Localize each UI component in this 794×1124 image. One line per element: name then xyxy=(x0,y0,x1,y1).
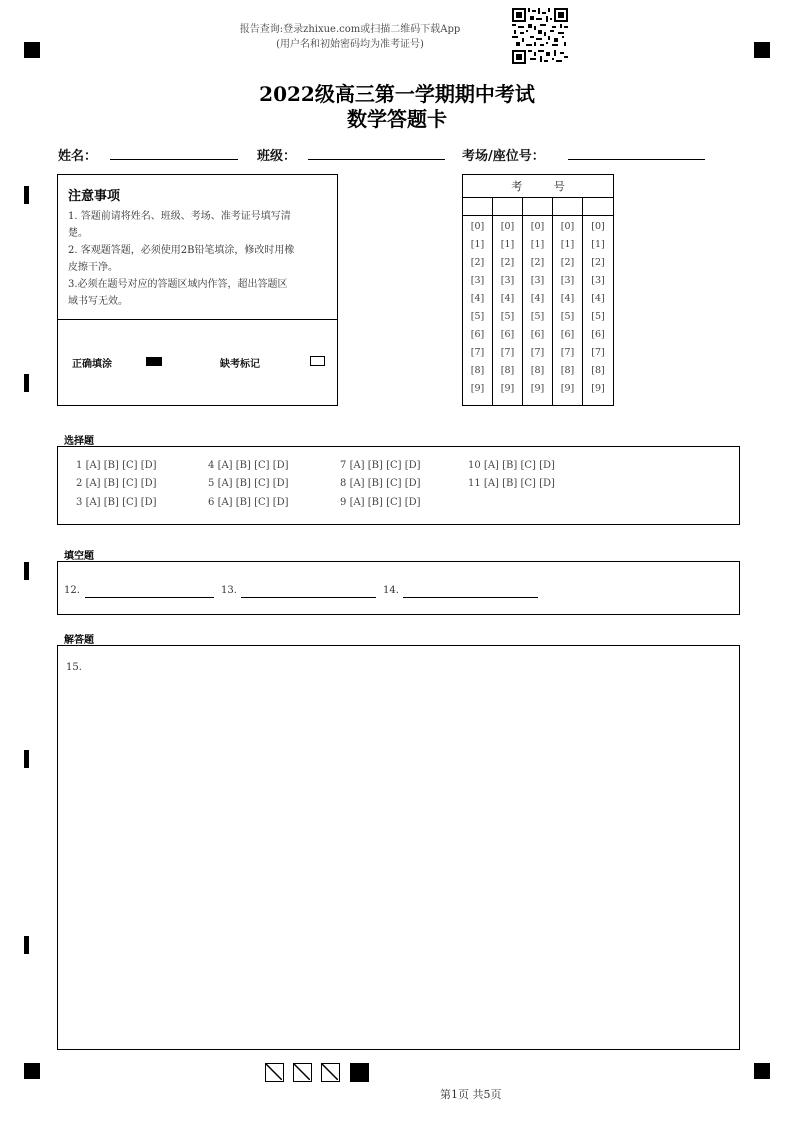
exam-number-column xyxy=(523,198,553,405)
digit-bubble[interactable]: [3] xyxy=(500,275,515,286)
timing-mark xyxy=(24,750,29,768)
digit-bubble[interactable]: [6] xyxy=(530,329,545,340)
corner-mark-top-right xyxy=(754,42,770,58)
question-number: 6 xyxy=(208,497,215,508)
digit-bubble[interactable]: [6] xyxy=(500,329,515,340)
digit-bubble[interactable]: [0] xyxy=(470,221,485,232)
seat-label: 考场/座位号： xyxy=(462,149,545,164)
answer-area-15[interactable] xyxy=(57,645,740,1050)
choice-options[interactable]: [A] [B] [C] [D] xyxy=(349,497,421,508)
fill-answer-line-12[interactable] xyxy=(85,597,214,598)
answer-section-label: 解答题 xyxy=(64,635,94,646)
notice-item: 3.必须在题号对应的答题区域内作答，超出答题区 xyxy=(68,279,288,290)
digit-bubble[interactable]: [3] xyxy=(560,275,575,286)
timing-mark xyxy=(24,186,29,204)
choice-question[interactable] xyxy=(76,494,157,512)
exam-number-write-cell[interactable] xyxy=(463,198,492,216)
slash-box-icon xyxy=(293,1063,312,1082)
report-query-note xyxy=(200,22,500,52)
fill-question-number: 14. xyxy=(383,585,399,596)
digit-bubble[interactable]: [9] xyxy=(500,383,515,394)
question-number: 1 xyxy=(76,460,83,471)
filled-box-icon xyxy=(350,1063,369,1082)
digit-bubble[interactable]: [4] xyxy=(500,293,515,304)
exam-number-column xyxy=(493,198,523,405)
notice-item: 2. 客观题答题，必须使用2B铅笔填涂，修改时用橡 xyxy=(68,245,295,256)
exam-number-write-cell[interactable] xyxy=(523,198,552,216)
fill-answer-line-14[interactable] xyxy=(403,597,538,598)
digit-bubble[interactable]: [1] xyxy=(530,239,545,250)
digit-bubble[interactable]: [7] xyxy=(560,347,575,358)
question-number: 8 xyxy=(340,478,347,489)
digit-bubble[interactable]: [2] xyxy=(470,257,485,268)
digit-bubble[interactable]: [0] xyxy=(530,221,545,232)
question-number: 4 xyxy=(208,460,215,471)
choice-options[interactable]: [A] [B] [C] [D] xyxy=(349,460,421,471)
question-number: 2 xyxy=(76,478,83,489)
digit-bubble[interactable]: [6] xyxy=(560,329,575,340)
digit-bubble[interactable]: [7] xyxy=(470,347,485,358)
digit-bubble[interactable]: [8] xyxy=(560,365,575,376)
exam-number-write-cell[interactable] xyxy=(583,198,613,216)
notice-item: 1. 答题前请将姓名、班级、考场、准考证号填写清 xyxy=(68,211,291,222)
digit-bubble[interactable]: [4] xyxy=(470,293,485,304)
choice-options[interactable]: [A] [B] [C] [D] xyxy=(217,478,289,489)
fill-question-number: 13. xyxy=(221,585,237,596)
fill-answer-line-13[interactable] xyxy=(241,597,376,598)
notice-title: 注意事项 xyxy=(68,189,121,204)
digit-bubble[interactable]: [8] xyxy=(530,365,545,376)
choice-question[interactable] xyxy=(208,457,289,475)
choice-options[interactable]: [A] [B] [C] [D] xyxy=(483,460,555,471)
class-label: 班级： xyxy=(257,149,297,164)
answer-question-number: 15. xyxy=(66,662,82,673)
notice-item: 皮擦干净。 xyxy=(68,262,118,273)
digit-bubble[interactable]: [9] xyxy=(470,383,485,394)
seat-field[interactable] xyxy=(568,159,705,160)
fill-section-label: 填空题 xyxy=(64,551,94,562)
digit-bubble[interactable]: [5] xyxy=(560,311,575,322)
digit-bubble[interactable]: [7] xyxy=(591,347,605,358)
slash-box-icon xyxy=(321,1063,340,1082)
choice-options[interactable]: [A] [B] [C] [D] xyxy=(217,497,289,508)
digit-bubble[interactable]: [7] xyxy=(530,347,545,358)
exam-number-column xyxy=(583,198,613,405)
digit-bubble[interactable]: [9] xyxy=(591,383,605,394)
digit-bubble[interactable]: [5] xyxy=(591,311,605,322)
absent-mark-label: 缺考标记 xyxy=(220,359,260,370)
choice-question[interactable] xyxy=(76,457,157,475)
choice-options[interactable]: [A] [B] [C] [D] xyxy=(85,460,157,471)
exam-number-grid xyxy=(462,174,614,406)
qr-code-icon[interactable] xyxy=(512,8,568,64)
digit-bubble[interactable]: [9] xyxy=(530,383,545,394)
digit-bubble[interactable]: [0] xyxy=(500,221,515,232)
digit-bubble[interactable]: [4] xyxy=(560,293,575,304)
correct-fill-label: 正确填涂 xyxy=(72,359,112,370)
choice-question[interactable] xyxy=(468,457,555,475)
question-number: 10 xyxy=(468,460,481,471)
exam-number-column xyxy=(553,198,583,405)
question-number: 7 xyxy=(340,460,347,471)
name-label: 姓名： xyxy=(58,149,98,164)
digit-bubble[interactable]: [5] xyxy=(470,311,485,322)
digit-bubble[interactable]: [0] xyxy=(560,221,575,232)
choice-question[interactable] xyxy=(76,475,157,493)
choice-question[interactable] xyxy=(340,494,421,512)
digit-bubble[interactable]: [4] xyxy=(591,293,605,304)
exam-title: 2022级高三第一学期期中考试 xyxy=(259,82,535,106)
digit-bubble[interactable]: [6] xyxy=(470,329,485,340)
question-number: 3 xyxy=(76,497,83,508)
digit-bubble[interactable]: [7] xyxy=(500,347,515,358)
digit-bubble[interactable]: [2] xyxy=(530,257,545,268)
digit-bubble[interactable]: [2] xyxy=(560,257,575,268)
timing-mark xyxy=(24,936,29,954)
digit-bubble[interactable]: [5] xyxy=(500,311,515,322)
choice-options[interactable]: [A] [B] [C] [D] xyxy=(85,497,157,508)
report-query-line1: 报告查询:登录zhixue.com或扫描二维码下载App xyxy=(239,24,461,35)
question-number: 5 xyxy=(208,478,215,489)
exam-number-header: 考 号 xyxy=(463,175,613,198)
choice-question[interactable] xyxy=(468,475,555,493)
absent-mark-checkbox[interactable] xyxy=(310,356,325,366)
digit-bubble[interactable]: [1] xyxy=(591,239,605,250)
choice-question[interactable] xyxy=(208,475,289,493)
digit-bubble[interactable]: [4] xyxy=(530,293,545,304)
report-query-line2: (用户名和初始密码均为准考证号) xyxy=(276,39,424,50)
digit-bubble[interactable]: [2] xyxy=(500,257,515,268)
notice-item: 域书写无效。 xyxy=(68,296,128,307)
choice-question[interactable] xyxy=(208,494,289,512)
slash-box-icon xyxy=(265,1063,284,1082)
digit-bubble[interactable]: [3] xyxy=(470,275,485,286)
digit-bubble[interactable]: [3] xyxy=(591,275,605,286)
corner-mark-bottom-left xyxy=(24,1063,40,1079)
timing-mark xyxy=(24,562,29,580)
digit-bubble[interactable]: [1] xyxy=(500,239,515,250)
page-number: 第1页 共5页 xyxy=(440,1088,502,1101)
digit-bubble[interactable]: [5] xyxy=(530,311,545,322)
corner-mark-top-left xyxy=(24,42,40,58)
exam-subtitle: 数学答题卡 xyxy=(347,107,447,131)
correct-fill-sample xyxy=(146,357,162,366)
digit-bubble[interactable]: [1] xyxy=(470,239,485,250)
digit-bubble[interactable]: [6] xyxy=(591,329,605,340)
exam-number-write-cell[interactable] xyxy=(493,198,522,216)
digit-bubble[interactable]: [3] xyxy=(530,275,545,286)
class-field[interactable] xyxy=(308,159,445,160)
digit-bubble[interactable]: [8] xyxy=(470,365,485,376)
choice-options[interactable]: [A] [B] [C] [D] xyxy=(349,478,421,489)
question-number: 9 xyxy=(340,497,347,508)
question-number: 11 xyxy=(468,478,481,489)
digit-bubble[interactable]: [8] xyxy=(591,365,605,376)
choice-section-label: 选择题 xyxy=(64,436,94,447)
digit-bubble[interactable]: [2] xyxy=(591,257,605,268)
digit-bubble[interactable]: [0] xyxy=(591,221,605,232)
digit-bubble[interactable]: [8] xyxy=(500,365,515,376)
choice-question[interactable] xyxy=(340,475,421,493)
fill-question-number: 12. xyxy=(64,585,80,596)
timing-mark xyxy=(24,374,29,392)
choice-options[interactable]: [A] [B] [C] [D] xyxy=(85,478,157,489)
digit-bubble[interactable]: [9] xyxy=(560,383,575,394)
choice-question[interactable] xyxy=(340,457,421,475)
notice-box xyxy=(57,174,338,406)
choice-options[interactable]: [A] [B] [C] [D] xyxy=(217,460,289,471)
digit-bubble[interactable]: [1] xyxy=(560,239,575,250)
exam-number-column xyxy=(463,198,493,405)
exam-number-write-cell[interactable] xyxy=(553,198,582,216)
corner-mark-bottom-right xyxy=(754,1063,770,1079)
notice-item: 楚。 xyxy=(68,228,88,239)
choice-options[interactable]: [A] [B] [C] [D] xyxy=(483,478,555,489)
name-field[interactable] xyxy=(110,159,238,160)
